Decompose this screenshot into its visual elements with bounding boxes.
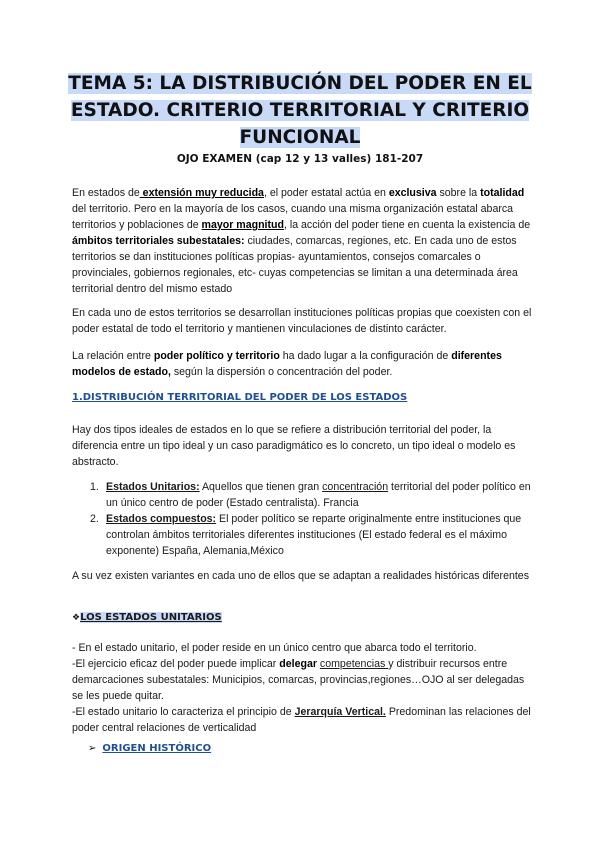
paragraph-variantes: A su vez existen variantes en cada uno de ellos que se adaptan a realidades históricas diferentes: [72, 570, 529, 582]
para1-text-5: , la acción del poder tiene en cuenta la existencia de: [283, 219, 531, 231]
section-heading-distribucion: 1.DISTRIBUCIÓN TERRITORIAL DEL PODER DE LOS ESTADOS: [72, 392, 408, 403]
para3-bold-poder: poder político y territorio: [153, 350, 280, 362]
para6-text-3a: -El estado unitario lo caracteriza el principio de: [72, 706, 295, 718]
para1-bold-magnitud: mayor magnitud: [201, 219, 284, 231]
document-title: [40, 70, 560, 151]
list-term-compuestos: Estados compuestos:: [106, 513, 217, 525]
section-heading-unitarios: [72, 612, 222, 623]
list-text-1b: territorial del poder político en un único centro de poder (Estado centralista). Francia: [106, 481, 531, 509]
para6-bold-delegar: delegar: [279, 658, 317, 670]
para6-text-2a: -El ejercicio eficaz del poder puede implicar: [72, 658, 280, 670]
para3-text-1: La relación entre: [72, 350, 154, 362]
title-line-1: TEMA 5: LA DISTRIBUCIÓN DEL PODER EN EL: [68, 73, 532, 94]
title-line-2: ESTADO. CRITERIO TERRITORIAL Y CRITERIO: [70, 100, 530, 121]
para3-bold-modelos: diferentes modelos de estado,: [72, 350, 502, 378]
paragraph-coexist: En cada uno de estos territorios se desarrollan instituciones políticas propias que coexisten con el poder estatal de todo el territorio y mantienen vinculaciones de distinto carácter.: [72, 307, 532, 335]
para1-text-6: ciudades, comarcas, regiones, etc. En cada uno de estos territorios se dan instituciones políticas propias- ayuntamientos, consejos comarcales o provinciales, gobiernos regionales, etc- cuyas competencias se limitan a una determinada área territorial dentro del mismo estado: [72, 235, 518, 295]
para1-text-2: , el poder estatal actúa en: [263, 187, 389, 199]
para6-text-2e: y distribuir recursos entre demarcaciones subestatales: Municipios, comarcas, provincias,regiones…OJO al ser delegadas se les puede quitar.: [72, 658, 525, 702]
para6-line-1: - En el estado unitario, el poder reside en un único centro que abarca todo el territorio.: [72, 642, 477, 654]
para1-bold-extension: extensión muy reducida: [139, 187, 264, 199]
para1-text-1: En estados de: [72, 187, 140, 199]
para6-underline-competencias: competencias: [319, 658, 389, 670]
para3-text-3: según la dispersión o concentración del poder.: [170, 366, 393, 378]
list-text-1a: Aquellos que tienen gran: [199, 481, 323, 493]
arrow-bullet-icon: ➢: [88, 743, 97, 754]
document-subtitle: OJO EXAMEN (cap 12 y 13 valles) 181-207: [176, 153, 424, 165]
para1-text-4: del territorio. Pero en la mayoría de los casos, cuando una misma organización estatal abarca territorios y poblaciones de: [72, 203, 514, 231]
paragraph-tipos: Hay dos tipos ideales de estados en lo que se refiere a distribución territorial del poder, la diferencia entre un tipo ideal y un caso paradigmático es lo concreto, un tipo ideal o modelo es abstracto.: [72, 424, 516, 468]
para1-bold-ambitos: ámbitos territoriales subestatales:: [72, 235, 245, 247]
list-underline-concentracion: concentración: [322, 481, 389, 493]
para6-text-3c: Predominan las relaciones del poder central relaciones de verticalidad: [72, 706, 531, 734]
list-item: [80, 479, 532, 511]
paragraph-relation: [72, 348, 532, 380]
list-number-2: 2.: [90, 513, 99, 525]
heading-origen-text: ORIGEN HISTÓRICO: [102, 743, 212, 754]
para3-text-2: ha dado lugar a la configuración de: [279, 350, 452, 362]
section-heading-origen: [88, 743, 211, 754]
para1-bold-totalidad: totalidad: [480, 187, 525, 199]
diamond-bullet-icon: ❖: [72, 613, 81, 623]
para6-term-jerarquia: Jerarquía Vertical.: [294, 706, 386, 718]
para1-text-3: sobre la: [436, 187, 481, 199]
title-line-3: FUNCIONAL: [239, 127, 361, 148]
list-term-unitarios: Estados Unitarios:: [106, 481, 200, 493]
paragraph-intro: [72, 185, 532, 297]
para1-bold-exclusiva: exclusiva: [388, 187, 437, 199]
list-number-1: 1.: [90, 481, 99, 493]
ordered-list: [80, 479, 532, 559]
paragraph-unitario-details: [72, 640, 532, 736]
list-item: [80, 511, 532, 559]
heading-unitarios-text: LOS ESTADOS UNITARIOS: [80, 612, 222, 623]
list-text-2: El poder político se reparte originalmente entre instituciones que controlan ámbitos territoriales diferentes instituciones (El estado federal es el máximo exponente) España, Alemania,México: [106, 513, 522, 557]
